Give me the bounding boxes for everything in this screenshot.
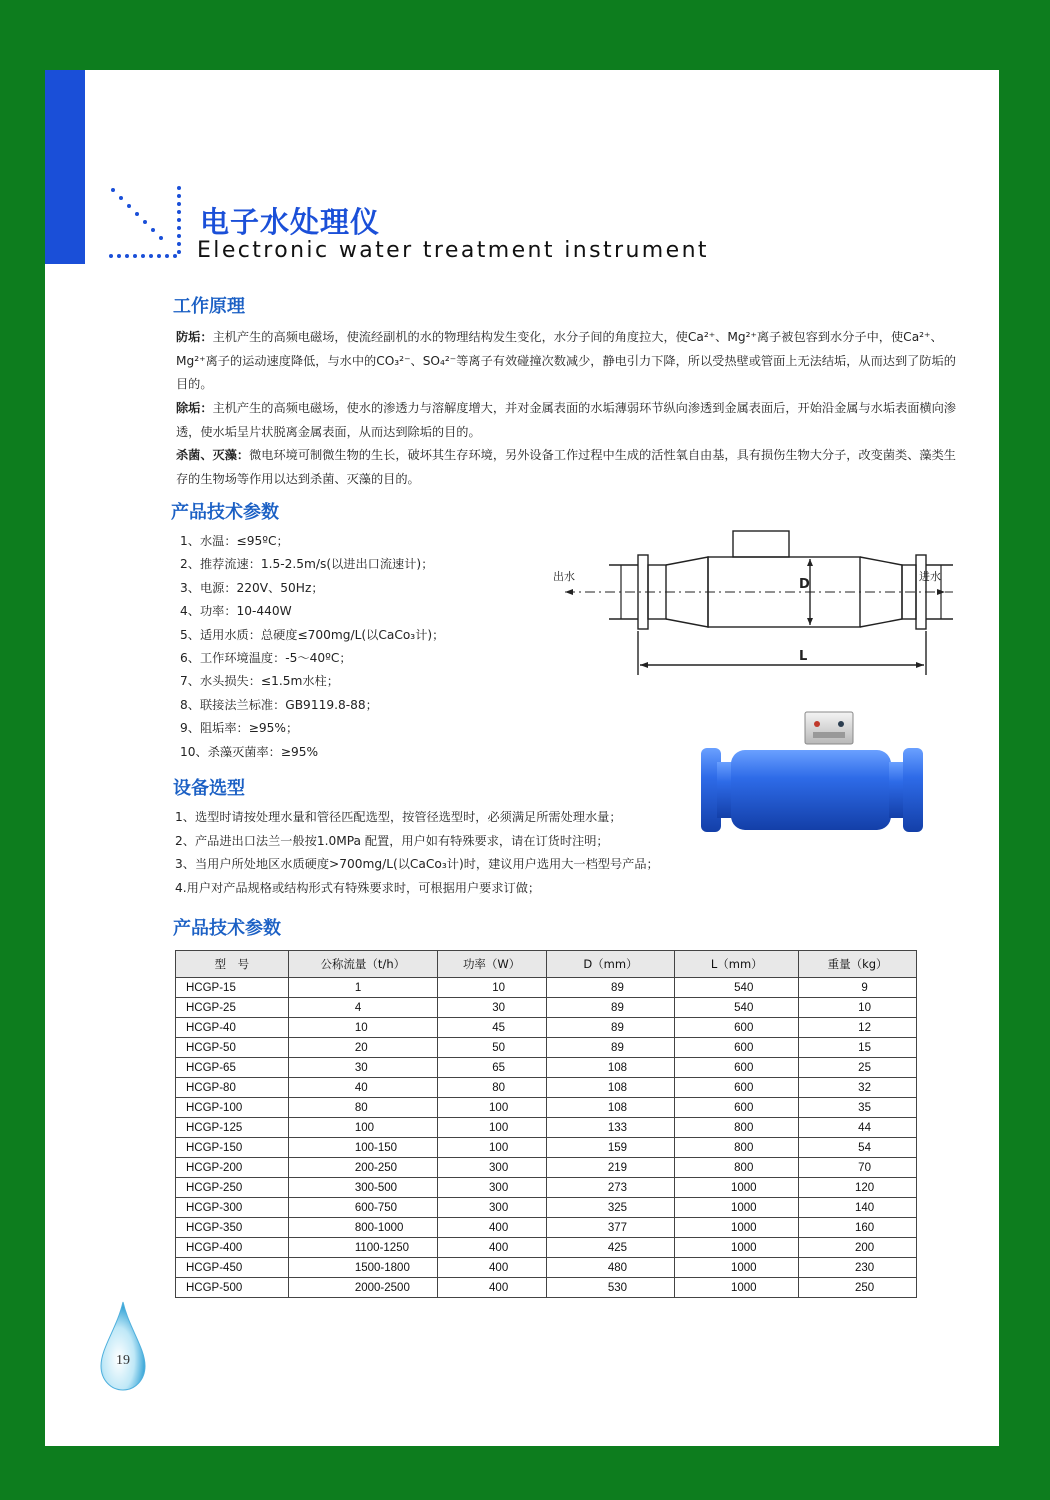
table-row	[176, 1278, 917, 1298]
table-cell: 600	[675, 1078, 799, 1098]
table-cell: 80	[288, 1098, 437, 1118]
blue-edge-tab	[45, 70, 85, 264]
table-cell: 9	[799, 978, 917, 998]
table-cell: 219	[546, 1158, 675, 1178]
table-cell: 600-750	[288, 1198, 437, 1218]
table-cell: 10	[288, 1018, 437, 1038]
principle-text: 微电环境可制微生物的生长，破坏其生存环境，另外设备工作过程中生成的活性氧自由基，具有损伤生物大分子，改变菌类、藻类生存的生物场等作用以达到杀菌、灭藻的目的。	[176, 448, 956, 486]
table-cell: 108	[546, 1098, 675, 1118]
table-cell: 32	[799, 1078, 917, 1098]
list-item: 1、选型时请按处理水量和管径匹配选型，按管径选型时，必须满足所需处理水量；	[175, 810, 622, 824]
table-cell: HCGP-250	[176, 1178, 289, 1198]
table-row	[176, 1258, 917, 1278]
list-item: 10、杀藻灭菌率：≥95%	[180, 744, 319, 759]
table-row	[176, 1038, 917, 1058]
table-cell: HCGP-15	[176, 978, 289, 998]
table-cell: HCGP-400	[176, 1238, 289, 1258]
table-cell: 1000	[675, 1218, 799, 1238]
table-cell: 45	[437, 1018, 546, 1038]
table-row	[176, 998, 917, 1018]
col-header-weight: 重量（kg）	[799, 951, 917, 978]
table-cell: 300	[437, 1198, 546, 1218]
list-item: 5、适用水质：总硬度≤700mg/L(以CaCo₃计)；	[180, 627, 445, 642]
dotted-corner-decoration	[105, 182, 187, 264]
table-cell: 35	[799, 1098, 917, 1118]
table-cell: 273	[546, 1178, 675, 1198]
principle-text: 主机产生的高频电磁场，使流经副机的水的物理结构发生变化，水分子间的角度拉大，使Ca²⁺、Mg²⁺离子被包容到水分子中，使Ca²⁺、Mg²⁺离子的运动速度降低，与水中的CO₃²⁻、SO₄²⁻等离子有效碰撞次数减少，静电引力下降，所以受热壁或管面上无法结垢，从而达到了防垢的目的。	[176, 330, 956, 391]
outlet-label: 出水	[553, 570, 575, 583]
table-cell: 40	[288, 1078, 437, 1098]
list-item: 4.用户对产品规格或结构形式有特殊要求时，可根据用户要求订做；	[175, 880, 541, 895]
table-row	[176, 1018, 917, 1038]
table-cell: 300	[437, 1178, 546, 1198]
table-cell: 540	[675, 998, 799, 1018]
table-cell: 44	[799, 1118, 917, 1138]
table-cell: 600	[675, 1018, 799, 1038]
d-dimension-label: D	[799, 577, 810, 592]
table-cell: 800	[675, 1158, 799, 1178]
table-cell: 140	[799, 1198, 917, 1218]
table-cell: 400	[437, 1238, 546, 1258]
table-heading: 产品技术参数	[173, 918, 281, 939]
table-header-row	[176, 951, 917, 978]
catalog-page	[45, 70, 999, 1446]
table-cell: HCGP-200	[176, 1158, 289, 1178]
tech-params-heading: 产品技术参数	[171, 502, 279, 523]
table-cell: 4	[288, 998, 437, 1018]
table-cell: 800	[675, 1138, 799, 1158]
table-row	[176, 1178, 917, 1198]
table-row	[176, 1058, 917, 1078]
list-item: 7、水头损失：≤1.5m水柱；	[180, 674, 339, 689]
list-item: 1、水温：≤95ºC；	[180, 534, 289, 548]
table-cell: 1000	[675, 1178, 799, 1198]
col-header-l: L（mm）	[675, 951, 799, 978]
table-cell: 70	[799, 1158, 917, 1178]
table-cell: 480	[546, 1258, 675, 1278]
table-row	[176, 1198, 917, 1218]
table-cell: HCGP-40	[176, 1018, 289, 1038]
table-row	[176, 1218, 917, 1238]
table-cell: 600	[675, 1038, 799, 1058]
table-cell: 800	[675, 1118, 799, 1138]
table-cell: 108	[546, 1078, 675, 1098]
table-cell: 15	[799, 1038, 917, 1058]
list-item: 2、推荐流速：1.5-2.5m/s(以进出口流速计)；	[180, 557, 434, 572]
table-row	[176, 1138, 917, 1158]
table-cell: HCGP-500	[176, 1278, 289, 1298]
table-cell: 108	[546, 1058, 675, 1078]
table-cell: 600	[675, 1098, 799, 1118]
table-cell: 1100-1250	[288, 1238, 437, 1258]
table-cell: 300	[437, 1158, 546, 1178]
table-cell: 20	[288, 1038, 437, 1058]
table-cell: 10	[799, 998, 917, 1018]
table-cell: 133	[546, 1118, 675, 1138]
table-cell: HCGP-125	[176, 1118, 289, 1138]
table-cell: 230	[799, 1258, 917, 1278]
principle-text: 主机产生的高频电磁场，使水的渗透力与溶解度增大，并对金属表面的水垢薄弱环节纵向渗透到金属表面后，开始沿金属与水垢表面横向渗透，使水垢呈片状脱离金属表面，从而达到除垢的目的。	[176, 401, 956, 439]
principle-label: 除垢：	[176, 401, 213, 415]
table-cell: 89	[546, 998, 675, 1018]
table-cell: 1	[288, 978, 437, 998]
table-cell: 1000	[675, 1258, 799, 1278]
principle-item-descale	[176, 397, 960, 444]
table-cell: 30	[437, 998, 546, 1018]
list-item: 2、产品进出口法兰一般按1.0MPa 配置，用户如有特殊要求，请在订货时注明；	[175, 833, 609, 848]
table-cell: 25	[799, 1058, 917, 1078]
principle-heading: 工作原理	[173, 296, 245, 317]
table-cell: 100	[437, 1138, 546, 1158]
table-row	[176, 1098, 917, 1118]
table-cell: 325	[546, 1198, 675, 1218]
table-cell: HCGP-50	[176, 1038, 289, 1058]
table-row	[176, 1118, 917, 1138]
inlet-label: 进水	[919, 570, 941, 583]
table-cell: 1500-1800	[288, 1258, 437, 1278]
table-cell: 100	[437, 1098, 546, 1118]
col-header-power: 功率（W）	[437, 951, 546, 978]
table-cell: 540	[675, 978, 799, 998]
principle-label: 杀菌、灭藻：	[176, 448, 250, 462]
table-cell: HCGP-100	[176, 1098, 289, 1118]
page-number: 19	[116, 1353, 130, 1368]
col-header-d: D（mm）	[546, 951, 675, 978]
table-cell: 600	[675, 1058, 799, 1078]
spec-table	[175, 950, 917, 1298]
table-cell: 100-150	[288, 1138, 437, 1158]
list-item: 6、工作环境温度：-5～40ºC；	[180, 650, 352, 665]
selection-heading: 设备选型	[173, 778, 245, 799]
table-cell: 65	[437, 1058, 546, 1078]
table-cell: HCGP-25	[176, 998, 289, 1018]
table-cell: 1000	[675, 1198, 799, 1218]
principle-label: 防垢：	[176, 330, 213, 344]
table-cell: 250	[799, 1278, 917, 1298]
page-title-cn: 电子水处理仪	[200, 205, 381, 239]
table-row	[176, 978, 917, 998]
table-row	[176, 1238, 917, 1258]
table-cell: 159	[546, 1138, 675, 1158]
table-cell: 80	[437, 1078, 546, 1098]
page-title-en: Electronic water treatment instrument	[197, 238, 709, 263]
table-cell: 54	[799, 1138, 917, 1158]
water-drop-icon	[99, 1300, 147, 1392]
table-cell: 200-250	[288, 1158, 437, 1178]
table-cell: 10	[437, 978, 546, 998]
table-cell: 400	[437, 1218, 546, 1238]
table-cell: 400	[437, 1258, 546, 1278]
table-cell: 100	[288, 1118, 437, 1138]
table-cell: 12	[799, 1018, 917, 1038]
list-item: 8、联接法兰标准：GB9119.8-88；	[180, 697, 378, 712]
table-cell: 400	[437, 1278, 546, 1298]
table-cell: HCGP-80	[176, 1078, 289, 1098]
table-cell: 300-500	[288, 1178, 437, 1198]
table-cell: 2000-2500	[288, 1278, 437, 1298]
l-dimension-label: L	[799, 649, 808, 664]
table-cell: HCGP-65	[176, 1058, 289, 1078]
dimension-diagram	[505, 525, 957, 695]
table-cell: HCGP-450	[176, 1258, 289, 1278]
table-row	[176, 1158, 917, 1178]
list-item: 3、当用户所处地区水质硬度>700mg/L(以CaCo₃计)时，建议用户选用大一档型号产品；	[175, 857, 659, 872]
tech-params-list	[180, 530, 444, 764]
col-header-model: 型 号	[176, 951, 289, 978]
spec-table-body	[176, 978, 917, 1298]
list-item: 3、电源：220V、50Hz；	[180, 580, 324, 595]
table-cell: 1000	[675, 1278, 799, 1298]
table-cell: 30	[288, 1058, 437, 1078]
table-cell: HCGP-150	[176, 1138, 289, 1158]
principle-item-sterilize	[176, 444, 960, 491]
table-cell: 425	[546, 1238, 675, 1258]
list-item: 9、阻垢率：≥95%；	[180, 721, 299, 736]
table-cell: 200	[799, 1238, 917, 1258]
table-cell: 377	[546, 1218, 675, 1238]
product-photo	[693, 710, 933, 832]
table-cell: 89	[546, 1018, 675, 1038]
table-cell: 800-1000	[288, 1218, 437, 1238]
table-row	[176, 1078, 917, 1098]
table-cell: 50	[437, 1038, 546, 1058]
table-cell: HCGP-300	[176, 1198, 289, 1218]
principle-item-antiscale	[176, 326, 960, 397]
col-header-flow: 公称流量（t/h）	[288, 951, 437, 978]
table-cell: 89	[546, 1038, 675, 1058]
table-cell: 100	[437, 1118, 546, 1138]
selection-list	[175, 806, 659, 900]
table-cell: 120	[799, 1178, 917, 1198]
list-item: 4、功率：10-440W	[180, 604, 292, 619]
table-cell: 1000	[675, 1238, 799, 1258]
table-cell: HCGP-350	[176, 1218, 289, 1238]
table-cell: 160	[799, 1218, 917, 1238]
table-cell: 89	[546, 978, 675, 998]
table-cell: 530	[546, 1278, 675, 1298]
